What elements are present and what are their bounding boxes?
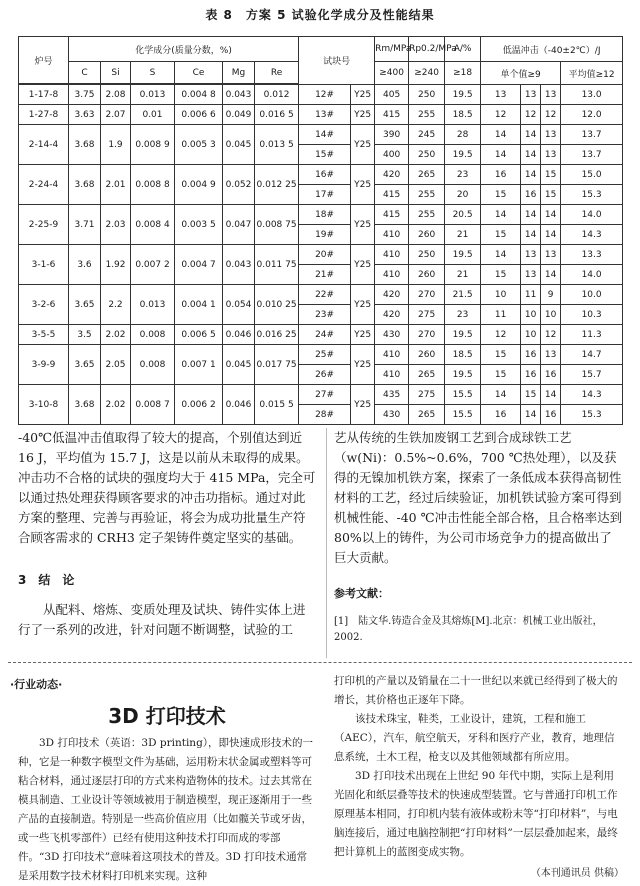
cell-rm: 400	[375, 145, 409, 165]
cell-impact-avg: 10.3	[561, 305, 623, 325]
cell-rp: 270	[409, 285, 445, 305]
cell-impact-1: 15	[481, 185, 521, 205]
cell-rp: 260	[409, 345, 445, 365]
results-table	[18, 36, 623, 425]
cell-ce: 0.007 1	[175, 345, 223, 385]
cell-rp: 255	[409, 205, 445, 225]
cell-impact-1: 14	[481, 125, 521, 145]
cell-impact-3: 14	[541, 225, 561, 245]
cell-furnace: 3-1-6	[19, 245, 69, 285]
cell-sample: 26#	[299, 365, 351, 385]
table-row	[19, 345, 623, 365]
cell-re: 0.010 25	[255, 285, 299, 325]
cell-s: 0.008 4	[131, 205, 175, 245]
cell-sample: 15#	[299, 145, 351, 165]
cell-mg: 0.043	[223, 245, 255, 285]
header-re: Re	[255, 62, 299, 84]
cell-sample: 25#	[299, 345, 351, 365]
cell-a: 20	[445, 185, 481, 205]
cell-impact-avg: 10.0	[561, 285, 623, 305]
reference-item: [1] 陆文华.铸造合金及其熔炼[M].北京：机械工业出版社，2002.	[334, 616, 603, 643]
cell-impact-avg: 11.3	[561, 325, 623, 345]
header-sample: 试块号	[299, 37, 375, 85]
cell-furnace: 3-5-5	[19, 325, 69, 345]
cell-c: 3.68	[69, 165, 101, 205]
table-row	[19, 205, 623, 225]
cell-rm: 410	[375, 225, 409, 245]
cell-grade: Y25	[351, 105, 375, 125]
section-heading: 3 结 论	[18, 573, 75, 587]
cell-rp: 265	[409, 365, 445, 385]
table-row	[19, 105, 623, 125]
cell-impact-1: 12	[481, 105, 521, 125]
cell-rp: 260	[409, 225, 445, 245]
cell-impact-2: 16	[521, 365, 541, 385]
cell-impact-2: 14	[521, 165, 541, 185]
cell-rp: 265	[409, 165, 445, 185]
cell-sample: 20#	[299, 245, 351, 265]
article-left-paragraph: -40℃低温冲击值取得了较大的提高，个别值达到近 16 J，平均值为 15.7 J，这是以前从未取得的成果。冲击功不合格的试块的强度均大于 415 MPa，完全可以通过热处理获得顾客要求的冲击功指标。通过对此方案的整理、完善与再验证，将会为成功批量生产符合顾客需求的 CRH3 定子架铸件奠定坚实的基础。	[18, 430, 316, 545]
cell-grade: Y25	[351, 345, 375, 385]
news-paragraph-3: 3D 打印技术出现在上世纪 90 年代中期，实际上是利用光固化和纸层叠等技术的快速成型装置。它与普通打印机工作原理基本相同，打印机内装有液体或粉末等“打印材料”，与电脑连接后，通过电脑控制把“打印材料”一层层叠加起来，最终把计算机上的蓝图变成实物。	[334, 770, 618, 858]
cell-impact-3: 13	[541, 125, 561, 145]
cell-ce: 0.005 3	[175, 125, 223, 165]
cell-impact-1: 15	[481, 265, 521, 285]
header-ce: Ce	[175, 62, 223, 84]
conclusion-paragraph: 从配料、熔炼、变质处理及试块、铸件实体上进行了一系列的改进，针对问题不断调整，试验的工	[18, 602, 306, 637]
cell-furnace: 3-10-8	[19, 385, 69, 425]
cell-a: 19.5	[445, 325, 481, 345]
cell-s: 0.01	[131, 105, 175, 125]
cell-c: 3.5	[69, 325, 101, 345]
cell-s: 0.008	[131, 325, 175, 345]
column-divider	[326, 428, 327, 658]
article-right-column	[334, 428, 624, 646]
cell-impact-avg: 13.3	[561, 245, 623, 265]
cell-si: 2.2	[101, 285, 131, 325]
cell-a: 19.5	[445, 245, 481, 265]
cell-impact-2: 14	[521, 405, 541, 425]
cell-impact-avg: 14.3	[561, 225, 623, 245]
table-row	[19, 85, 623, 105]
cell-rm: 415	[375, 205, 409, 225]
cell-impact-avg: 12.0	[561, 105, 623, 125]
cell-rm: 420	[375, 305, 409, 325]
cell-ce: 0.006 6	[175, 105, 223, 125]
cell-furnace: 1-27-8	[19, 105, 69, 125]
cell-re: 0.016 5	[255, 105, 299, 125]
cell-grade: Y25	[351, 85, 375, 105]
cell-c: 3.68	[69, 125, 101, 165]
news-source: （本刊通讯员 供稿）	[530, 868, 624, 879]
cell-grade: Y25	[351, 325, 375, 345]
cell-impact-avg: 15.0	[561, 165, 623, 185]
cell-mg: 0.045	[223, 345, 255, 385]
cell-a: 19.5	[445, 145, 481, 165]
cell-rm: 390	[375, 125, 409, 145]
cell-si: 2.05	[101, 345, 131, 385]
cell-s: 0.013	[131, 85, 175, 105]
cell-impact-2: 10	[521, 305, 541, 325]
cell-impact-1: 15	[481, 345, 521, 365]
cell-sample: 27#	[299, 385, 351, 405]
cell-rp: 275	[409, 385, 445, 405]
cell-rp: 255	[409, 185, 445, 205]
cell-mg: 0.046	[223, 385, 255, 425]
header-chem: 化学成分(质量分数，%)	[69, 37, 299, 62]
cell-c: 3.71	[69, 205, 101, 245]
cell-rm: 420	[375, 285, 409, 305]
cell-a: 20.5	[445, 205, 481, 225]
news-left-column	[18, 734, 316, 886]
article-right-paragraph: 艺从传统的生铁加废钢工艺到合成球铁工艺（w(Ni)：0.5%~0.6%，700 ℃热处理），以及获得的无镍加机铁方案，探索了一条低成本获得高韧性材料的工艺，经过后续验证，加机铁试验方案可得到机械性能、-40 ℃冲击性能全部合格，且合格率达到 80%以上的铸件，为公司市场竞争力的提高做出了巨大贡献。	[334, 430, 623, 565]
cell-sample: 22#	[299, 285, 351, 305]
cell-sample: 21#	[299, 265, 351, 285]
cell-impact-avg: 15.7	[561, 365, 623, 385]
cell-mg: 0.045	[223, 125, 255, 165]
header-rp-req: ≥240	[409, 62, 445, 85]
cell-a: 21	[445, 225, 481, 245]
table-row	[19, 325, 623, 345]
news-paragraph-2: 该技术珠宝，鞋类，工业设计，建筑，工程和施工（AEC），汽车，航空航天，牙科和医疗产业，教育，地理信息系统，土木工程，枪支以及其他领域都有所应用。	[334, 713, 615, 763]
cell-ce: 0.003 5	[175, 205, 223, 245]
cell-s: 0.008 7	[131, 385, 175, 425]
cell-rm: 405	[375, 85, 409, 105]
cell-c: 3.6	[69, 245, 101, 285]
header-single-req: 单个值≥9	[481, 62, 561, 85]
cell-impact-1: 13	[481, 85, 521, 105]
references-heading: 参考文献：	[334, 587, 389, 600]
cell-ce: 0.004 8	[175, 85, 223, 105]
table-row	[19, 245, 623, 265]
table-body	[19, 85, 623, 425]
header-avg-req: 平均值≥12	[561, 62, 623, 85]
cell-ce: 0.006 2	[175, 385, 223, 425]
cell-a: 23	[445, 165, 481, 185]
cell-impact-1: 12	[481, 325, 521, 345]
cell-rm: 430	[375, 325, 409, 345]
news-title: 3D 打印技术	[108, 704, 226, 728]
header-rm: Rm/MPa	[375, 37, 409, 62]
cell-furnace: 2-24-4	[19, 165, 69, 205]
cell-mg: 0.047	[223, 205, 255, 245]
cell-furnace: 3-2-6	[19, 285, 69, 325]
cell-rp: 250	[409, 145, 445, 165]
cell-c: 3.75	[69, 85, 101, 105]
cell-impact-3: 13	[541, 145, 561, 165]
cell-impact-2: 12	[521, 105, 541, 125]
cell-grade: Y25	[351, 165, 375, 205]
cell-re: 0.016 25	[255, 325, 299, 345]
cell-impact-1: 14	[481, 385, 521, 405]
cell-impact-avg: 14.0	[561, 205, 623, 225]
cell-re: 0.012 25	[255, 165, 299, 205]
cell-impact-avg: 13.7	[561, 125, 623, 145]
cell-c: 3.65	[69, 285, 101, 325]
cell-sample: 14#	[299, 125, 351, 145]
cell-impact-2: 13	[521, 265, 541, 285]
table-row	[19, 125, 623, 145]
news-paragraph-continued: 打印机的产量以及销量在二十一世纪以来就已经得到了极大的增长，其价格也正逐年下降。	[334, 675, 618, 706]
news-divider	[8, 662, 632, 663]
cell-impact-2: 14	[521, 205, 541, 225]
cell-impact-1: 15	[481, 225, 521, 245]
cell-rp: 250	[409, 245, 445, 265]
header-a-req: ≥18	[445, 62, 481, 85]
header-rp: Rp0.2/MPa	[409, 37, 445, 62]
news-right-column	[334, 672, 624, 883]
cell-s: 0.008 8	[131, 165, 175, 205]
table-title: 表 8 方案 5 试验化学成分及性能结果	[205, 8, 435, 22]
cell-re: 0.011 75	[255, 245, 299, 285]
cell-rp: 260	[409, 265, 445, 285]
cell-a: 19.5	[445, 365, 481, 385]
cell-si: 2.02	[101, 325, 131, 345]
cell-rm: 430	[375, 405, 409, 425]
cell-rm: 420	[375, 165, 409, 185]
cell-rm: 410	[375, 245, 409, 265]
cell-impact-2: 11	[521, 285, 541, 305]
cell-sample: 13#	[299, 105, 351, 125]
cell-ce: 0.004 9	[175, 165, 223, 205]
cell-impact-1: 14	[481, 145, 521, 165]
cell-sample: 18#	[299, 205, 351, 225]
cell-re: 0.015 5	[255, 385, 299, 425]
cell-si: 2.02	[101, 385, 131, 425]
cell-si: 2.03	[101, 205, 131, 245]
cell-impact-3: 16	[541, 365, 561, 385]
cell-rp: 250	[409, 85, 445, 105]
cell-impact-avg: 14.0	[561, 265, 623, 285]
cell-impact-3: 10	[541, 305, 561, 325]
cell-sample: 16#	[299, 165, 351, 185]
header-s: S	[131, 62, 175, 84]
cell-a: 15.5	[445, 385, 481, 405]
table-row	[19, 285, 623, 305]
cell-a: 15.5	[445, 405, 481, 425]
cell-re: 0.017 75	[255, 345, 299, 385]
cell-s: 0.013	[131, 285, 175, 325]
cell-impact-avg: 15.3	[561, 185, 623, 205]
cell-furnace: 2-25-9	[19, 205, 69, 245]
cell-impact-3: 16	[541, 405, 561, 425]
cell-a: 21	[445, 265, 481, 285]
cell-sample: 28#	[299, 405, 351, 425]
header-rm-req: ≥400	[375, 62, 409, 85]
cell-impact-avg: 14.7	[561, 345, 623, 365]
cell-impact-1: 14	[481, 205, 521, 225]
cell-rm: 435	[375, 385, 409, 405]
cell-impact-avg: 13.0	[561, 85, 623, 105]
cell-impact-1: 16	[481, 405, 521, 425]
cell-mg: 0.052	[223, 165, 255, 205]
cell-impact-3: 12	[541, 105, 561, 125]
cell-impact-1: 15	[481, 365, 521, 385]
cell-ce: 0.006 5	[175, 325, 223, 345]
cell-impact-2: 13	[521, 85, 541, 105]
cell-s: 0.008	[131, 345, 175, 385]
cell-impact-3: 15	[541, 165, 561, 185]
cell-impact-2: 13	[521, 245, 541, 265]
cell-rp: 270	[409, 325, 445, 345]
cell-re: 0.008 75	[255, 205, 299, 245]
article-left-column	[18, 428, 316, 640]
cell-impact-3: 14	[541, 205, 561, 225]
cell-impact-2: 14	[521, 145, 541, 165]
cell-c: 3.68	[69, 385, 101, 425]
cell-s: 0.007 2	[131, 245, 175, 285]
cell-rp: 245	[409, 125, 445, 145]
cell-s: 0.008 9	[131, 125, 175, 165]
cell-impact-1: 10	[481, 285, 521, 305]
cell-grade: Y25	[351, 205, 375, 245]
cell-impact-avg: 14.3	[561, 385, 623, 405]
cell-impact-2: 15	[521, 385, 541, 405]
cell-ce: 0.004 1	[175, 285, 223, 325]
cell-mg: 0.054	[223, 285, 255, 325]
cell-sample: 19#	[299, 225, 351, 245]
cell-re: 0.013 5	[255, 125, 299, 165]
cell-furnace: 3-9-9	[19, 345, 69, 385]
cell-impact-3: 13	[541, 85, 561, 105]
cell-rp: 275	[409, 305, 445, 325]
cell-rm: 415	[375, 185, 409, 205]
cell-grade: Y25	[351, 285, 375, 325]
cell-rm: 410	[375, 265, 409, 285]
cell-re: 0.012	[255, 85, 299, 105]
cell-mg: 0.049	[223, 105, 255, 125]
header-furnace: 炉号	[19, 37, 69, 84]
header-impact: 低温冲击（-40±2℃）/J	[481, 37, 623, 62]
cell-impact-2: 16	[521, 185, 541, 205]
cell-sample: 24#	[299, 325, 351, 345]
cell-si: 1.92	[101, 245, 131, 285]
cell-sample: 12#	[299, 85, 351, 105]
cell-si: 2.08	[101, 85, 131, 105]
header-a: A/%	[445, 37, 481, 62]
cell-a: 21.5	[445, 285, 481, 305]
cell-mg: 0.046	[223, 325, 255, 345]
table-header	[19, 37, 623, 85]
cell-mg: 0.043	[223, 85, 255, 105]
header-c: C	[69, 62, 101, 84]
cell-a: 19.5	[445, 85, 481, 105]
cell-furnace: 2-14-4	[19, 125, 69, 165]
cell-impact-1: 14	[481, 245, 521, 265]
cell-impact-2: 14	[521, 125, 541, 145]
table-row	[19, 385, 623, 405]
table-row	[19, 165, 623, 185]
cell-ce: 0.004 7	[175, 245, 223, 285]
cell-impact-3: 13	[541, 245, 561, 265]
header-si: Si	[101, 62, 131, 84]
news-section-tag: ·行业动态·	[10, 678, 63, 691]
cell-rp: 255	[409, 105, 445, 125]
news-paragraph-1: 3D 打印技术（英语：3D printing），即快速成形技术的一种，它是一种数字模型文件为基础，运用粉末状金属或塑料等可粘合材料，通过逐层打印的方式来构造物体的技术。过去其常在模具制造、工业设计等领域被用于制造模型，现正逐渐用于一些产品的直接制造。特别是一些高价值应用（比如髋关节或牙齿，或一些飞机零部件）已经有使用这种技术打印而成的零部件。“3D 打印技术”意味着这项技术的普及。3D 打印技术通常是采用数字技术材料打印机来实现。这种	[18, 737, 314, 882]
cell-impact-2: 10	[521, 325, 541, 345]
cell-impact-3: 13	[541, 345, 561, 365]
cell-c: 3.63	[69, 105, 101, 125]
cell-sample: 23#	[299, 305, 351, 325]
cell-a: 18.5	[445, 105, 481, 125]
cell-impact-3: 15	[541, 185, 561, 205]
cell-c: 3.65	[69, 345, 101, 385]
cell-impact-3: 12	[541, 325, 561, 345]
cell-grade: Y25	[351, 125, 375, 165]
cell-impact-2: 14	[521, 225, 541, 245]
cell-a: 23	[445, 305, 481, 325]
cell-si: 2.01	[101, 165, 131, 205]
cell-grade: Y25	[351, 245, 375, 285]
cell-si: 1.9	[101, 125, 131, 165]
cell-impact-avg: 15.3	[561, 405, 623, 425]
cell-rm: 410	[375, 365, 409, 385]
cell-furnace: 1-17-8	[19, 85, 69, 105]
cell-rm: 415	[375, 105, 409, 125]
cell-rp: 265	[409, 405, 445, 425]
cell-impact-avg: 13.7	[561, 145, 623, 165]
cell-a: 18.5	[445, 345, 481, 365]
cell-impact-1: 11	[481, 305, 521, 325]
cell-impact-1: 16	[481, 165, 521, 185]
cell-grade: Y25	[351, 385, 375, 425]
cell-a: 28	[445, 125, 481, 145]
cell-impact-3: 14	[541, 265, 561, 285]
cell-sample: 17#	[299, 185, 351, 205]
cell-si: 2.07	[101, 105, 131, 125]
cell-impact-2: 16	[521, 345, 541, 365]
cell-rm: 410	[375, 345, 409, 365]
cell-impact-3: 9	[541, 285, 561, 305]
header-mg: Mg	[223, 62, 255, 84]
cell-impact-3: 14	[541, 385, 561, 405]
